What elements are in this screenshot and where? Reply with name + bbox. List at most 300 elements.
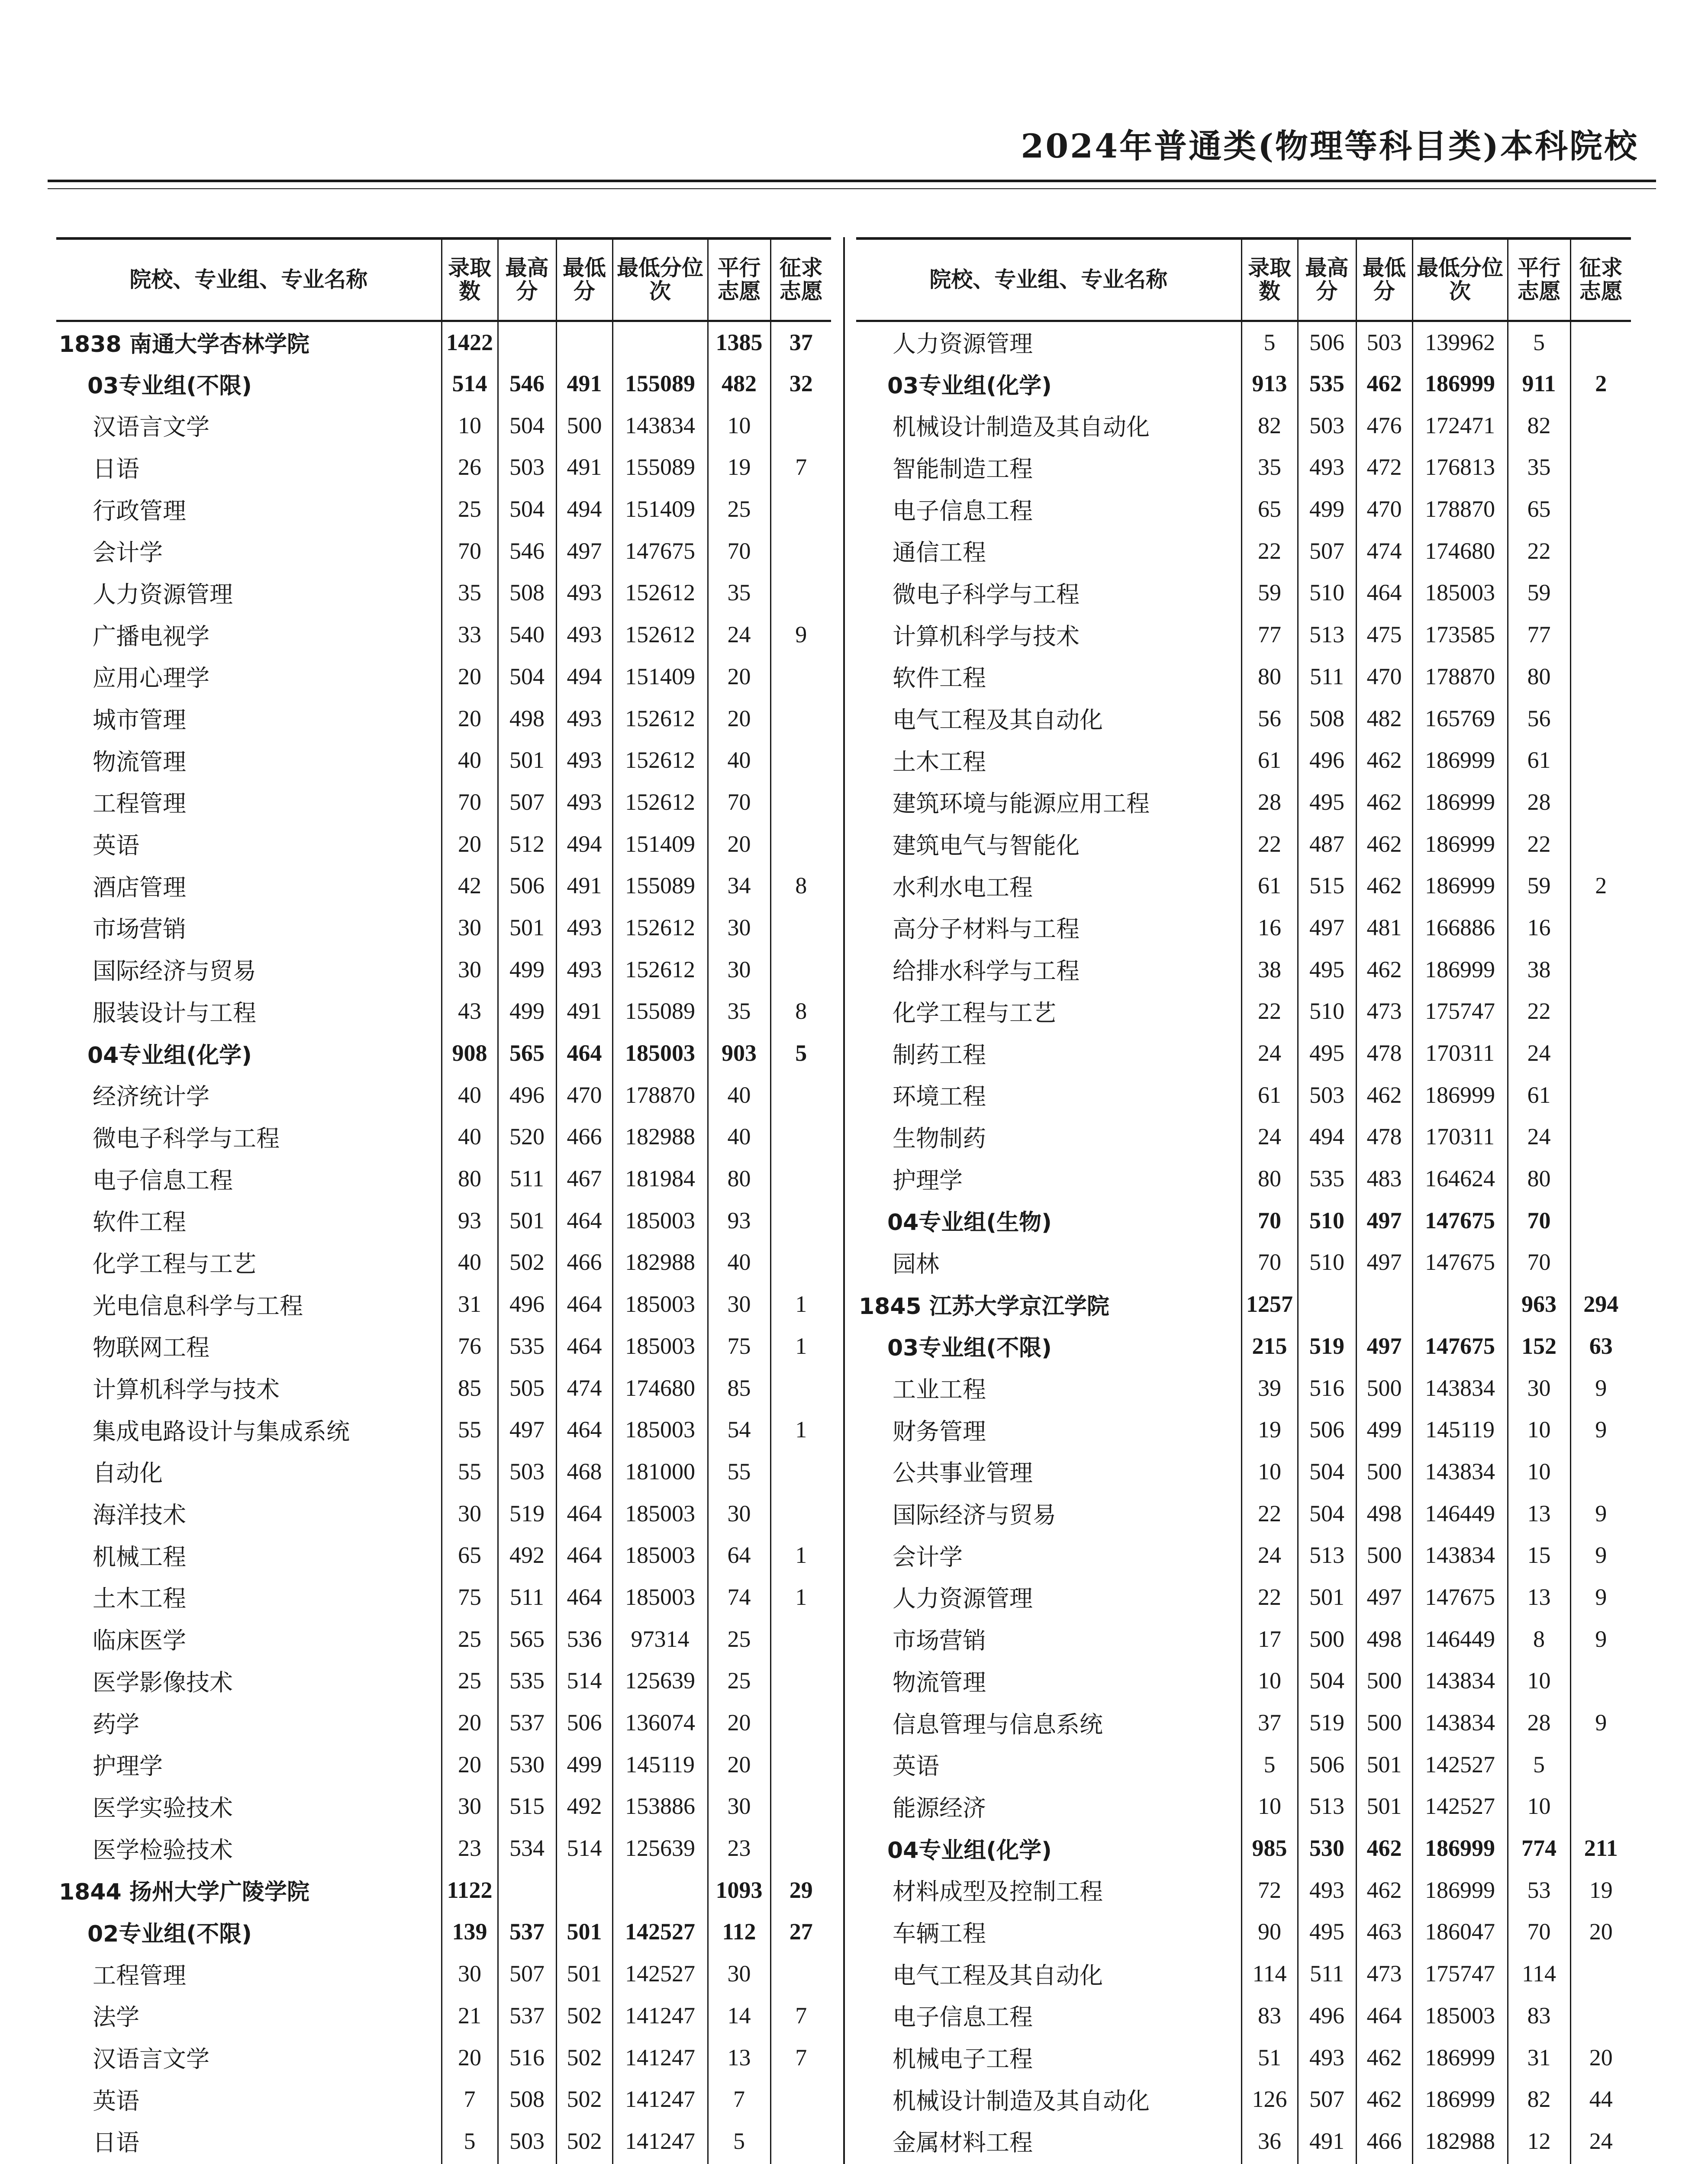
cell-name: 物流管理 <box>893 1668 986 1696</box>
major-row <box>56 1827 831 1869</box>
cell-min-score: 491 <box>556 446 612 488</box>
cell-min-rank: 165769 <box>1412 697 1508 739</box>
major-row <box>56 697 831 739</box>
cell-parallel: 30 <box>708 1283 770 1325</box>
cell-admitted: 22 <box>1241 1492 1298 1534</box>
cell-solicit: 2 <box>1570 865 1631 907</box>
cell-max-score: 511 <box>498 1576 556 1618</box>
major-row <box>856 2078 1631 2120</box>
cell-min-rank: 152612 <box>612 614 708 656</box>
cell-name: 建筑电气与智能化 <box>893 832 1080 860</box>
cell-admitted: 40 <box>442 1074 498 1116</box>
cell-solicit: 19 <box>1570 1869 1631 1911</box>
cell-min-rank: 186999 <box>1412 823 1508 865</box>
cell-solicit <box>770 1702 831 1744</box>
cell-min-rank: 181984 <box>612 1158 708 1200</box>
cell-max-score: 510 <box>1298 572 1356 614</box>
cell-max-score: 516 <box>1298 1367 1356 1409</box>
cell-max-score: 494 <box>1298 1116 1356 1158</box>
cell-parallel: 83 <box>1508 1995 1570 2037</box>
cell-min-score: 501 <box>1356 1785 1412 1827</box>
cell-parallel: 80 <box>1508 656 1570 698</box>
cell-min-score: 482 <box>1356 697 1412 739</box>
cell-admitted: 985 <box>1241 1827 1298 1869</box>
cell-name: 环境工程 <box>893 1083 986 1111</box>
cell-name: 物联网工程 <box>93 1334 209 1362</box>
cell-name: 智能制造工程 <box>893 455 1033 483</box>
cell-admitted: 10 <box>1241 1785 1298 1827</box>
cell-parallel: 10 <box>1508 1785 1570 1827</box>
cell-name: 电气工程及其自动化 <box>893 706 1103 734</box>
table-body-right <box>856 321 1631 2164</box>
cell-max-score: 506 <box>1298 321 1356 363</box>
major-row <box>856 1409 1631 1451</box>
cell-min-rank: 185003 <box>612 1283 708 1325</box>
cell-solicit <box>770 1785 831 1827</box>
cell-max-score: 530 <box>498 1743 556 1785</box>
cell-name: 物流管理 <box>93 748 186 776</box>
cell-parallel: 40 <box>708 1116 770 1158</box>
cell-max-score: 510 <box>1298 990 1356 1032</box>
cell-min-score: 466 <box>556 1241 612 1283</box>
cell-max-score: 503 <box>498 446 556 488</box>
cell-max-score: 493 <box>1298 1869 1356 1911</box>
cell-name: 护理学 <box>93 1752 163 1780</box>
major-row <box>56 1199 831 1241</box>
cell-max-score <box>498 321 556 363</box>
cell-admitted: 24 <box>1241 1116 1298 1158</box>
cell-max-score: 513 <box>1298 614 1356 656</box>
cell-min-rank: 185003 <box>612 1325 708 1367</box>
group-row <box>856 363 1631 405</box>
cell-min-score: 462 <box>1356 2036 1412 2078</box>
cell-admitted: 26 <box>442 446 498 488</box>
major-row <box>56 907 831 949</box>
cell-max-score: 519 <box>1298 1325 1356 1367</box>
cell-admitted: 30 <box>442 1785 498 1827</box>
cell-admitted: 17 <box>1241 1618 1298 1660</box>
cell-name: 英语 <box>93 832 139 860</box>
cell-min-score: 468 <box>556 1451 612 1493</box>
cell-min-rank: 186999 <box>1412 1869 1508 1911</box>
major-row <box>856 907 1631 949</box>
table-header-row <box>56 238 831 321</box>
cell-min-rank: 143834 <box>1412 1451 1508 1493</box>
cell-parallel: 70 <box>1508 1199 1570 1241</box>
cell-admitted: 80 <box>442 1158 498 1200</box>
major-row <box>56 1534 831 1576</box>
col-header-max-score: 最高分 <box>1298 238 1356 321</box>
cell-name: 汉语言文学 <box>93 2045 209 2073</box>
cell-name: 03专业组(不限) <box>87 373 252 399</box>
cell-max-score: 508 <box>498 572 556 614</box>
cell-min-score: 497 <box>1356 1576 1412 1618</box>
cell-admitted: 20 <box>442 1702 498 1744</box>
cell-parallel: 85 <box>708 1367 770 1409</box>
cell-name: 英语 <box>93 2087 139 2115</box>
cell-parallel: 25 <box>708 1618 770 1660</box>
cell-max-score: 540 <box>498 614 556 656</box>
cell-admitted: 37 <box>1241 1702 1298 1744</box>
cell-parallel: 1093 <box>708 1869 770 1911</box>
cell-min-rank: 143834 <box>1412 1702 1508 1744</box>
cell-solicit <box>1570 823 1631 865</box>
major-row <box>856 404 1631 446</box>
cell-min-score: 502 <box>556 2078 612 2120</box>
cell-parallel: 30 <box>708 1492 770 1534</box>
cell-parallel: 482 <box>708 363 770 405</box>
cell-min-score: 462 <box>1356 739 1412 781</box>
major-row <box>56 823 831 865</box>
cell-parallel: 30 <box>1508 1367 1570 1409</box>
cell-solicit <box>1570 1660 1631 1702</box>
cell-max-score: 499 <box>498 948 556 990</box>
cell-admitted: 20 <box>442 697 498 739</box>
cell-max-score: 504 <box>498 488 556 530</box>
cell-min-rank: 170311 <box>1412 1116 1508 1158</box>
cell-admitted: 5 <box>1241 1743 1298 1785</box>
cell-min-score <box>1356 1283 1412 1325</box>
cell-solicit: 20 <box>1570 2036 1631 2078</box>
cell-name: 电子信息工程 <box>893 2003 1033 2031</box>
cell-solicit <box>770 1116 831 1158</box>
cell-parallel: 20 <box>708 697 770 739</box>
cell-parallel: 22 <box>1508 990 1570 1032</box>
cell-admitted: 43 <box>442 990 498 1032</box>
cell-solicit <box>770 739 831 781</box>
cell-admitted: 24 <box>1241 1032 1298 1074</box>
cell-solicit: 5 <box>770 1032 831 1074</box>
cell-max-score: 493 <box>1298 2036 1356 2078</box>
cell-solicit: 37 <box>770 321 831 363</box>
cell-name: 人力资源管理 <box>93 580 233 608</box>
cell-admitted: 56 <box>1241 697 1298 739</box>
cell-name: 软件工程 <box>93 1208 186 1236</box>
cell-min-score: 493 <box>556 907 612 949</box>
cell-solicit: 9 <box>1570 1576 1631 1618</box>
cell-name: 信息管理与信息系统 <box>893 1710 1103 1738</box>
major-row <box>856 697 1631 739</box>
major-row <box>856 1367 1631 1409</box>
major-row <box>56 739 831 781</box>
cell-max-score: 506 <box>1298 1409 1356 1451</box>
cell-min-score: 462 <box>1356 781 1412 823</box>
cell-min-rank: 182988 <box>612 1116 708 1158</box>
cell-solicit <box>1570 697 1631 739</box>
group-row <box>856 1827 1631 1869</box>
cell-solicit: 294 <box>1570 1283 1631 1325</box>
cell-parallel: 19 <box>708 446 770 488</box>
cell-name: 国际经济与贸易 <box>93 957 256 985</box>
cell-parallel: 53 <box>1508 1869 1570 1911</box>
cell-max-score: 501 <box>1298 1576 1356 1618</box>
cell-parallel: 13 <box>1508 1492 1570 1534</box>
cell-max-score: 565 <box>498 1032 556 1074</box>
cell-max-score: 516 <box>498 2036 556 2078</box>
cell-min-score: 474 <box>556 1367 612 1409</box>
cell-solicit: 63 <box>1570 1325 1631 1367</box>
cell-parallel <box>1508 2162 1570 2164</box>
cell-name <box>856 2162 1241 2164</box>
cell-parallel: 74 <box>708 1576 770 1618</box>
cell-solicit <box>1570 1199 1631 1241</box>
cell-admitted: 22 <box>1241 990 1298 1032</box>
major-row <box>56 1785 831 1827</box>
cell-solicit <box>1570 907 1631 949</box>
col-header-max-score: 最高分 <box>498 238 556 321</box>
cell-min-rank: 186999 <box>1412 1074 1508 1116</box>
cell-min-score: 536 <box>556 1618 612 1660</box>
cell-solicit <box>770 1074 831 1116</box>
cell-max-score: 535 <box>1298 363 1356 405</box>
cell-min-score: 467 <box>556 1158 612 1200</box>
major-row <box>856 739 1631 781</box>
cell-parallel: 20 <box>708 823 770 865</box>
cell-max-score: 503 <box>498 1451 556 1493</box>
group-row <box>56 363 831 405</box>
cell-max-score: 497 <box>1298 907 1356 949</box>
cell-admitted: 40 <box>442 739 498 781</box>
cell-admitted: 30 <box>442 948 498 990</box>
cell-min-score: 494 <box>556 488 612 530</box>
cell-parallel: 5 <box>1508 1743 1570 1785</box>
cell-min-score: 494 <box>556 656 612 698</box>
admission-table-left <box>56 237 831 2164</box>
major-row <box>856 1743 1631 1785</box>
cell-admitted: 40 <box>442 1241 498 1283</box>
cell-max-score: 530 <box>1298 1827 1356 1869</box>
cell-solicit <box>1570 572 1631 614</box>
cell-min-score: 499 <box>556 1743 612 1785</box>
cell-solicit: 1 <box>770 1325 831 1367</box>
cell-name: 03专业组(化学) <box>887 373 1052 399</box>
cell-min-score: 481 <box>1356 907 1412 949</box>
cell-solicit <box>1570 321 1631 363</box>
cell-admitted: 72 <box>1241 1869 1298 1911</box>
cell-solicit: 32 <box>770 363 831 405</box>
cell-parallel: 8 <box>1508 1618 1570 1660</box>
cell-min-rank: 185003 <box>612 1199 708 1241</box>
cell-admitted: 61 <box>1241 1074 1298 1116</box>
cell-min-rank: 143834 <box>1412 1367 1508 1409</box>
cell-max-score: 505 <box>498 1367 556 1409</box>
cell-min-score <box>556 2162 612 2164</box>
major-row <box>856 2120 1631 2162</box>
cell-max-score: 511 <box>498 1158 556 1200</box>
cell-name: 金属材料工程 <box>893 2129 1033 2157</box>
cell-parallel: 30 <box>708 1953 770 1995</box>
cell-min-score <box>556 321 612 363</box>
cell-admitted: 33 <box>442 614 498 656</box>
cell-max-score: 504 <box>1298 1660 1356 1702</box>
cell-solicit: 20 <box>1570 1911 1631 1953</box>
cell-solicit <box>1570 530 1631 572</box>
major-row <box>856 2036 1631 2078</box>
cell-max-score: 502 <box>498 1241 556 1283</box>
major-row <box>56 1325 831 1367</box>
cell-admitted: 1422 <box>442 321 498 363</box>
major-row <box>856 614 1631 656</box>
cell-parallel: 25 <box>708 1660 770 1702</box>
cell-min-rank: 185003 <box>612 1534 708 1576</box>
group-row <box>856 1199 1631 1241</box>
cell-parallel <box>708 2162 770 2164</box>
cell-max-score: 500 <box>1298 1618 1356 1660</box>
cell-solicit <box>1570 1953 1631 1995</box>
cell-min-score: 493 <box>556 614 612 656</box>
cell-admitted: 61 <box>1241 739 1298 781</box>
cell-admitted: 38 <box>1241 948 1298 990</box>
cell-max-score: 535 <box>1298 1158 1356 1200</box>
cell-solicit <box>1570 1158 1631 1200</box>
cell-max-score: 513 <box>1298 1534 1356 1576</box>
major-row <box>856 1492 1631 1534</box>
cell-parallel: 1385 <box>708 321 770 363</box>
cell-solicit <box>1570 1116 1631 1158</box>
cell-admitted: 25 <box>442 1660 498 1702</box>
cell-solicit <box>1570 739 1631 781</box>
cell-min-rank: 186999 <box>1412 865 1508 907</box>
cell-max-score: 508 <box>1298 697 1356 739</box>
cell-min-rank: 186999 <box>1412 2036 1508 2078</box>
cell-name: 市场营销 <box>893 1627 986 1655</box>
cell-name: 04专业组(化学) <box>87 1042 252 1069</box>
cell-solicit <box>770 404 831 446</box>
cell-parallel: 80 <box>708 1158 770 1200</box>
cell-solicit <box>1570 488 1631 530</box>
cell-min-rank: 176813 <box>1412 446 1508 488</box>
cell-solicit <box>770 1199 831 1241</box>
cell-admitted: 5 <box>442 2120 498 2162</box>
col-header-name: 院校、专业组、专业名称 <box>129 267 368 293</box>
cell-parallel: 13 <box>1508 1576 1570 1618</box>
major-row <box>856 1534 1631 1576</box>
major-row <box>856 2162 1631 2164</box>
cell-min-rank: 164624 <box>1412 1158 1508 1200</box>
cell-min-score: 478 <box>1356 1032 1412 1074</box>
cell-solicit <box>1570 1032 1631 1074</box>
cell-min-rank: 142527 <box>1412 1743 1508 1785</box>
cell-name: 药学 <box>93 1710 139 1738</box>
major-row <box>856 1702 1631 1744</box>
cell-min-rank: 186999 <box>1412 363 1508 405</box>
cell-solicit <box>1570 948 1631 990</box>
cell-solicit: 7 <box>770 446 831 488</box>
cell-name: 软件工程 <box>893 664 986 692</box>
cell-admitted: 35 <box>442 572 498 614</box>
cell-solicit: 2 <box>1570 363 1631 405</box>
cell-parallel: 23 <box>708 1827 770 1869</box>
cell-min-score <box>1356 2162 1412 2164</box>
cell-min-rank: 142527 <box>612 1911 708 1953</box>
col-header-min-score: 最低分 <box>1356 238 1412 321</box>
cell-name: 电子信息工程 <box>893 497 1033 525</box>
cell-min-score: 502 <box>556 1995 612 2037</box>
cell-name: 英语 <box>893 1752 939 1780</box>
cell-min-rank: 174680 <box>612 1367 708 1409</box>
cell-name: 服装设计与工程 <box>93 999 256 1027</box>
cell-solicit: 9 <box>1570 1492 1631 1534</box>
cell-solicit <box>770 572 831 614</box>
cell-max-score: 495 <box>1298 1032 1356 1074</box>
cell-admitted: 1122 <box>442 1869 498 1911</box>
cell-parallel: 30 <box>708 1785 770 1827</box>
cell-parallel: 5 <box>1508 321 1570 363</box>
cell-min-score: 462 <box>1356 948 1412 990</box>
cell-admitted: 55 <box>442 1451 498 1493</box>
cell-name: 临床医学 <box>93 1627 186 1655</box>
cell-solicit <box>1570 1451 1631 1493</box>
col-header-solicit: 征求志愿 <box>1570 238 1631 321</box>
cell-name: 机械设计制造及其自动化 <box>893 2087 1150 2115</box>
cell-name: 化学工程与工艺 <box>893 999 1056 1027</box>
cell-name: 法学 <box>93 2003 139 2031</box>
major-row <box>56 1074 831 1116</box>
major-row <box>56 1660 831 1702</box>
header-rule <box>48 180 1656 189</box>
major-row <box>56 1241 831 1283</box>
cell-parallel: 16 <box>1508 907 1570 949</box>
cell-min-rank <box>612 321 708 363</box>
cell-min-score: 500 <box>1356 1660 1412 1702</box>
major-row <box>56 1283 831 1325</box>
cell-admitted: 70 <box>1241 1241 1298 1283</box>
cell-max-score: 504 <box>1298 1492 1356 1534</box>
cell-solicit <box>770 1492 831 1534</box>
cell-min-score: 497 <box>1356 1199 1412 1241</box>
cell-admitted: 126 <box>1241 2078 1298 2120</box>
cell-name: 医学影像技术 <box>93 1668 233 1696</box>
cell-admitted: 7 <box>442 2078 498 2120</box>
cell-min-rank: 143834 <box>612 404 708 446</box>
major-row <box>56 1409 831 1451</box>
cell-max-score: 503 <box>1298 1074 1356 1116</box>
cell-min-score: 462 <box>1356 1074 1412 1116</box>
major-row <box>856 1032 1631 1074</box>
cell-parallel: 10 <box>708 404 770 446</box>
cell-min-rank: 155089 <box>612 990 708 1032</box>
cell-min-score: 470 <box>556 1074 612 1116</box>
major-row <box>56 1743 831 1785</box>
cell-max-score: 497 <box>498 1409 556 1451</box>
cell-min-rank: 166886 <box>1412 907 1508 949</box>
cell-name: 护理学 <box>893 1166 963 1194</box>
cell-parallel: 7 <box>708 2078 770 2120</box>
major-row <box>56 2120 831 2162</box>
cell-min-rank: 147675 <box>1412 1241 1508 1283</box>
cell-name: 生物制药 <box>893 1124 986 1152</box>
cell-max-score: 507 <box>498 1953 556 1995</box>
cell-min-rank: 125639 <box>612 1660 708 1702</box>
cell-parallel: 61 <box>1508 739 1570 781</box>
major-row <box>56 990 831 1032</box>
cell-solicit <box>770 823 831 865</box>
cell-min-rank: 152612 <box>612 739 708 781</box>
col-header-solicit: 征求志愿 <box>770 238 831 321</box>
page-title: 2024年普通类(物理等科目类)本科院校 <box>1021 127 1639 165</box>
cell-min-rank <box>1412 1283 1508 1325</box>
cell-solicit <box>1570 2162 1631 2164</box>
cell-admitted: 35 <box>1241 446 1298 488</box>
cell-admitted: 16 <box>1241 907 1298 949</box>
cell-max-score: 511 <box>1298 1953 1356 1995</box>
cell-name: 化学工程与工艺 <box>93 1250 256 1278</box>
major-row <box>56 2036 831 2078</box>
cell-admitted: 80 <box>1241 656 1298 698</box>
cell-parallel: 56 <box>1508 697 1570 739</box>
cell-name: 1844 扬州大学广陵学院 <box>59 1879 309 1906</box>
cell-name: 土木工程 <box>893 748 986 776</box>
